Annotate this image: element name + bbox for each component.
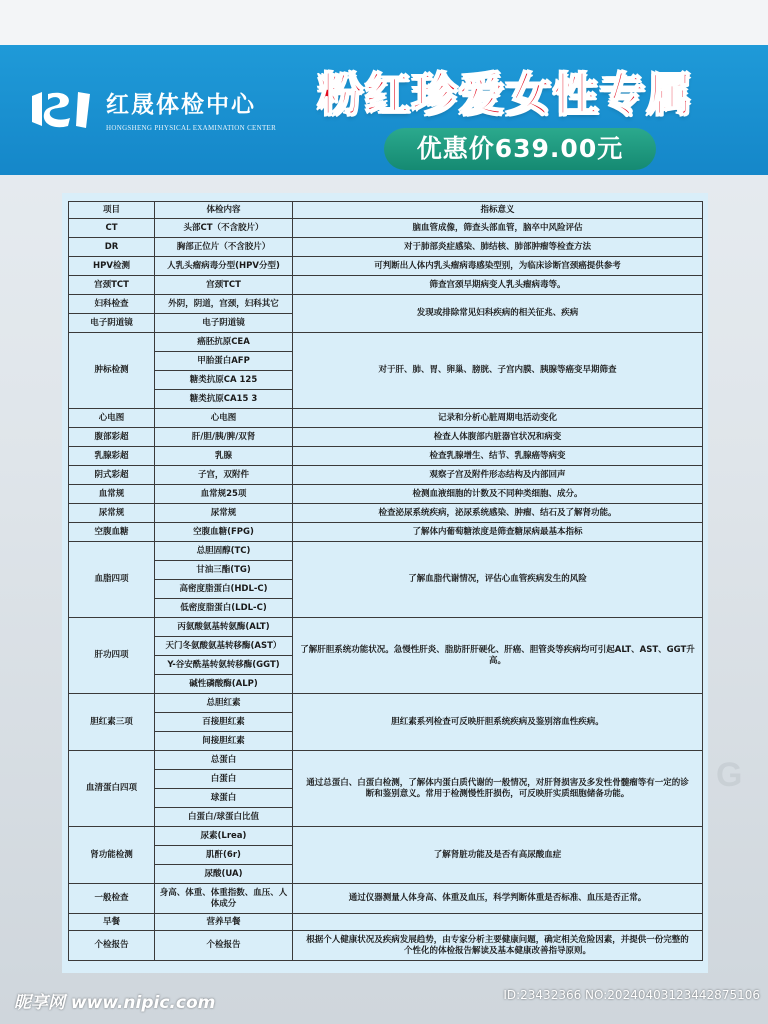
row-category: 乳腺彩超 xyxy=(69,447,155,466)
row-item: 百接胆红素 xyxy=(155,713,293,732)
table-row xyxy=(69,914,703,931)
row-item: Y-谷安酰基转氨转移酶(GGT) xyxy=(155,656,293,675)
row-item: 个检报告 xyxy=(155,931,293,961)
row-item: 白蛋白 xyxy=(155,770,293,789)
row-item: 血常规25项 xyxy=(155,485,293,504)
table-row xyxy=(69,219,703,238)
row-category: 阴式彩超 xyxy=(69,466,155,485)
row-item: 甲胎蛋白AFP xyxy=(155,352,293,371)
table-row xyxy=(69,295,703,314)
brand-name: 红晟体检中心 xyxy=(106,91,256,118)
table-row xyxy=(69,238,703,257)
row-meaning: 通过仪器测量人体身高、体重及血压，科学判断体重是否标准、血压是否正常。 xyxy=(293,884,703,914)
row-category: 一般检查 xyxy=(69,884,155,914)
row-item: 低密度脂蛋白(LDL-C) xyxy=(155,599,293,618)
site-watermark: 昵享网 www.nipic.com xyxy=(14,993,216,1013)
row-meaning: 记录和分析心脏周期电活动变化 xyxy=(293,409,703,428)
row-category: CT xyxy=(69,219,155,238)
column-header-content: 体检内容 xyxy=(155,202,293,219)
row-item: 尿酸(UA) xyxy=(155,865,293,884)
table-row xyxy=(69,694,703,713)
image-id-watermark: ID:23432366 NO:20240403123442875106 xyxy=(503,988,760,1002)
table-row xyxy=(69,618,703,637)
row-item: 人乳头瘤病毒分型(HPV分型) xyxy=(155,257,293,276)
table-row xyxy=(69,333,703,352)
row-meaning: 通过总蛋白、白蛋白检测，了解体内蛋白质代谢的一般情况，对肝肾损害及多发性骨髓瘤等有一定的诊断和鉴别意义。常用于检测慢性肝损伤，可反映肝实质细胞储备功能。 xyxy=(293,751,703,827)
row-category: 血常规 xyxy=(69,485,155,504)
row-item: 空腹血糖(FPG) xyxy=(155,523,293,542)
row-item: 尿常规 xyxy=(155,504,293,523)
table-row xyxy=(69,466,703,485)
table-header-row xyxy=(69,202,703,219)
row-meaning: 了解肾脏功能及是否有高尿酸血症 xyxy=(293,827,703,884)
row-item: 天门冬氨酸氨基转移酶(AST） xyxy=(155,637,293,656)
row-meaning: 检测血液细胞的计数及不同种类细胞、成分。 xyxy=(293,485,703,504)
row-category: HPV检测 xyxy=(69,257,155,276)
table-row xyxy=(69,504,703,523)
row-meaning: 对于肝、肺、胃、卵巢、膀胱、子宫内膜、胰腺等癌变早期筛查 xyxy=(293,333,703,409)
row-category: 血清蛋白四项 xyxy=(69,751,155,827)
row-category: 肿标检测 xyxy=(69,333,155,409)
row-category: 心电图 xyxy=(69,409,155,428)
row-category: 尿常规 xyxy=(69,504,155,523)
exam-table-panel xyxy=(62,193,708,973)
table-row xyxy=(69,827,703,846)
row-item: 外阴，阴道，宫颈，妇科其它 xyxy=(155,295,293,314)
row-meaning: 观察子宫及附件形态结构及内部回声 xyxy=(293,466,703,485)
table-row xyxy=(69,447,703,466)
row-meaning: 根据个人健康状况及疾病发展趋势，由专家分析主要健康问题，确定相关危险因素，并提供一份完整的个性化的体检报告解读及基本健康改善指导原则。 xyxy=(293,931,703,961)
table-row xyxy=(69,751,703,770)
row-category: 电子阴道镜 xyxy=(69,314,155,333)
brand-subtitle: HONGSHENG PHYSICAL EXAMINATION CENTER xyxy=(106,124,277,132)
row-item: 白蛋白/球蛋白比值 xyxy=(155,808,293,827)
table-row xyxy=(69,523,703,542)
table-row xyxy=(69,276,703,295)
row-item: 电子阴道镜 xyxy=(155,314,293,333)
row-meaning: 检查人体腹部内脏器官状况和病变 xyxy=(293,428,703,447)
row-meaning: 了解血脂代谢情况，评估心血管疾病发生的风险 xyxy=(293,542,703,618)
row-item: 肌酐(6r) xyxy=(155,846,293,865)
row-category: 血脂四项 xyxy=(69,542,155,618)
row-category: 腹部彩超 xyxy=(69,428,155,447)
row-item: 高密度脂蛋白(HDL-C) xyxy=(155,580,293,599)
table-row xyxy=(69,884,703,914)
row-item: 乳腺 xyxy=(155,447,293,466)
row-meaning: 对于肺部炎症感染、肺结核、肺部肿瘤等检查方法 xyxy=(293,238,703,257)
row-meaning: 发现或排除常见妇科疾病的相关征兆、疾病 xyxy=(293,295,703,333)
row-meaning: 筛查宫颈早期病变人乳头瘤病毒等。 xyxy=(293,276,703,295)
brand-logo-icon xyxy=(28,88,98,130)
table-row xyxy=(69,257,703,276)
row-item: 癌胚抗原CEA xyxy=(155,333,293,352)
row-item: 总蛋白 xyxy=(155,751,293,770)
row-meaning: 胆红素系列检查可反映肝胆系统疾病及鉴别溶血性疾病。 xyxy=(293,694,703,751)
row-item: 丙氨酸氨基转氨酶(ALT) xyxy=(155,618,293,637)
row-item: 球蛋白 xyxy=(155,789,293,808)
table-row xyxy=(69,542,703,561)
column-header-category: 项目 xyxy=(69,202,155,219)
row-item: 头部CT（不含胶片） xyxy=(155,219,293,238)
row-item: 心电图 xyxy=(155,409,293,428)
exam-table xyxy=(68,201,703,961)
row-category: 肾功能检测 xyxy=(69,827,155,884)
row-category: 空腹血糖 xyxy=(69,523,155,542)
side-watermark-letter: G xyxy=(716,756,743,794)
row-item: 尿素(Lrea) xyxy=(155,827,293,846)
row-item: 糖类抗原CA15 3 xyxy=(155,390,293,409)
row-item: 糖类抗原CA 125 xyxy=(155,371,293,390)
row-item: 营养早餐 xyxy=(155,914,293,931)
row-category: 宫颈TCT xyxy=(69,276,155,295)
table-row xyxy=(69,409,703,428)
row-meaning: 可判断出人体内乳头瘤病毒感染型别，为临床诊断宫颈癌提供参考 xyxy=(293,257,703,276)
row-category: 早餐 xyxy=(69,914,155,931)
price-badge: 优惠价639.00元 xyxy=(384,128,656,170)
row-category: DR xyxy=(69,238,155,257)
row-item: 总胆固醇(TC) xyxy=(155,542,293,561)
row-meaning: 了解体内葡萄糖浓度是筛查糖尿病最基本指标 xyxy=(293,523,703,542)
row-item: 子宫，双附件 xyxy=(155,466,293,485)
table-row xyxy=(69,428,703,447)
row-item: 胸部正位片（不含胶片） xyxy=(155,238,293,257)
top-band xyxy=(0,0,768,45)
table-row xyxy=(69,485,703,504)
row-meaning: 检查乳腺增生、结节、乳腺癌等病变 xyxy=(293,447,703,466)
row-category: 胆红素三项 xyxy=(69,694,155,751)
row-item: 间接胆红素 xyxy=(155,732,293,751)
row-item: 碱性磷酸酶(ALP) xyxy=(155,675,293,694)
row-item: 身高、体重、体重指数、血压、人体成分 xyxy=(155,884,293,914)
row-item: 肝/胆/胰/脾/双肾 xyxy=(155,428,293,447)
row-category: 个检报告 xyxy=(69,931,155,961)
row-meaning: 脑血管成像，筛查头部血管，脑卒中风险评估 xyxy=(293,219,703,238)
row-item: 总胆红素 xyxy=(155,694,293,713)
row-meaning: 检查泌尿系统疾病，泌尿系统感染、肿瘤、结石及了解肾功能。 xyxy=(293,504,703,523)
row-item: 宫颈TCT xyxy=(155,276,293,295)
table-row xyxy=(69,931,703,961)
page-title: 粉红珍爱女性专属 xyxy=(318,68,695,121)
row-category: 妇科检查 xyxy=(69,295,155,314)
row-item: 甘油三酯(TG) xyxy=(155,561,293,580)
row-category: 肝功四项 xyxy=(69,618,155,694)
column-header-meaning: 指标意义 xyxy=(293,202,703,219)
row-meaning: 了解肝胆系统功能状况。急慢性肝炎、脂肪肝肝硬化、肝癌、胆管炎等疾病均可引起ALT、AST、GGT升高。 xyxy=(293,618,703,694)
row-meaning xyxy=(293,914,703,931)
